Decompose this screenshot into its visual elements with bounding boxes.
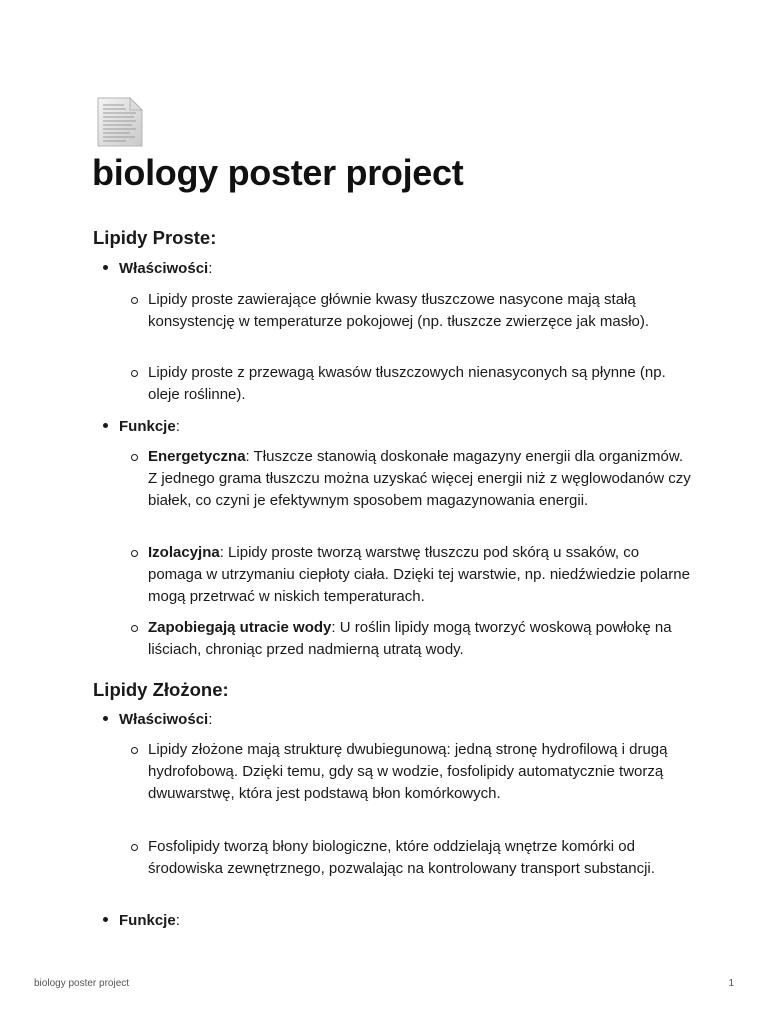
bullet-ring [131, 625, 138, 632]
bullet-dot [103, 423, 108, 428]
list-item-text: Lipidy proste zawierające głównie kwasy tłuszczowe nasycone mają stałą konsystencję w temperaturze pokojowej (np. tłuszcze zwierzęce jak masło). [148, 291, 650, 330]
footer-document-title: biology poster project [34, 978, 130, 989]
list-item: Zapobiegają utracie wody: U roślin lipidy mogą tworzyć woskową powłokę na liściach, chroniąc przed nadmierną utratą wody. [131, 617, 691, 661]
bullet-ring [131, 747, 138, 754]
bullet-ring [131, 454, 138, 461]
function-term: Izolacyjna [148, 544, 220, 561]
list-item [131, 836, 691, 880]
list-item [131, 289, 691, 333]
list-item-text: Fosfolipidy tworzą błony biologiczne, które oddzielają wnętrze komórki od środowiska zewnętrznego, pozwalając na kontrolowany transport substancji. [148, 838, 655, 877]
bullet-label: Właściwości [119, 711, 209, 728]
list-item: Izolacyjna: Lipidy proste tworzą warstwę tłuszczu pod skórą u ssaków, co pomaga w utrzymaniu ciepłoty ciała. Dzięki tej warstwie, np. niedźwiedzie polarne mogą przetrwać w niskich temperaturach. [131, 542, 691, 608]
bullet-functions: Funkcje: [103, 416, 180, 438]
bullet-label: Właściwości [119, 260, 209, 277]
function-text: U roślin lipidy mogą tworzyć woskową powłokę na liściach, chroniąc przed nadmierną utratą wody. [148, 619, 672, 658]
function-term: Zapobiegają utracie wody [148, 619, 332, 636]
page-title: biology poster project [92, 152, 464, 193]
bullet-dot [103, 917, 108, 922]
bullet-label: Funkcje [119, 418, 176, 435]
section-heading-lipidy-proste: Lipidy Proste: [93, 227, 217, 248]
bullet-ring [131, 297, 138, 304]
section-heading-lipidy-zlozone: Lipidy Złożone: [93, 679, 229, 700]
bullet-ring [131, 550, 138, 557]
document-page-icon [96, 96, 144, 148]
bullet-dot [103, 265, 108, 270]
list-item [131, 739, 691, 805]
bullet-ring [131, 370, 138, 377]
bullet-functions: Funkcje: [103, 910, 180, 932]
list-item [131, 362, 691, 406]
list-item-text: Lipidy złożone mają strukturę dwubiegunową: jedną stronę hydrofilową i drugą hydrofobową. Dzięki temu, gdy są w wodzie, fosfolipidy automatycznie tworzą dwuwarstwę, która jest podstawą błon komórkowych. [148, 741, 668, 802]
function-term: Energetyczna [148, 448, 246, 465]
function-text: Tłuszcze stanowią doskonałe magazyny energii dla organizmów. Z jednego grama tłuszczu można uzyskać więcej energii niż z węglowodanów czy białek, co czyni je efektywnym sposobem magazynowania energii. [148, 448, 691, 509]
function-text: Lipidy proste tworzą warstwę tłuszczu pod skórą u ssaków, co pomaga w utrzymaniu ciepłoty ciała. Dzięki tej warstwie, np. niedźwiedzie polarne mogą przetrwać w niskich temperaturach. [148, 544, 690, 605]
bullet-properties: Właściwości: [103, 709, 212, 731]
list-item: Energetyczna: Tłuszcze stanowią doskonałe magazyny energii dla organizmów. Z jednego grama tłuszczu można uzyskać więcej energii niż z węglowodanów czy białek, co czyni je efektywnym sposobem magazynowania energii. [131, 446, 691, 512]
bullet-ring [131, 844, 138, 851]
bullet-label: Funkcje [119, 912, 176, 929]
list-item-text: Lipidy proste z przewagą kwasów tłuszczowych nienasyconych są płynne (np. oleje roślinne). [148, 364, 666, 403]
page-number: 1 [728, 978, 734, 989]
bullet-properties: Właściwości: [103, 258, 212, 280]
bullet-dot [103, 716, 108, 721]
